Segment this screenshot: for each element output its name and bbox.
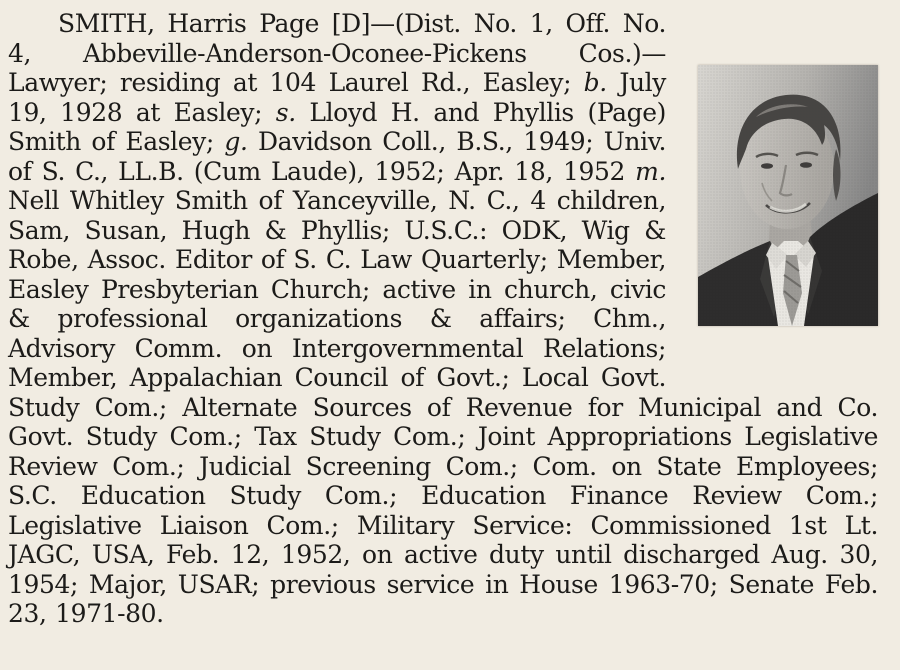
photo-halftone-overlay — [698, 65, 878, 326]
biography-paragraph — [8, 9, 878, 629]
portrait-photo-image — [698, 65, 878, 326]
biography-text: SMITH, Harris Page [D]—(Dist. No. 1, Off. No. 4, Abbeville-Anderson-Oconee-Pickens Cos.)—Lawyer; residing at 104 Laurel Rd., Easley; b. July 19, 1928 at Easley; s. Lloyd H. and Phyllis (Page) Smith of Easley; g. Davidson Coll., B.S., 1949; Univ. of S. C., LL.B. (Cum Laude), 1952; Apr. 18, 1952 m. Nell Whitley Smith of Yanceyville, N. C., 4 children, Sam, Susan, Hugh & Phyllis; U.S.C.: ODK, Wig & Robe, Assoc. Editor of S. C. Law Quarterly; Member, Easley Presbyterian Church; active in church, civic & professional organizations & affairs; Chm., Advisory Comm. on Intergovernmental Relations; Member, Appalachian Council of Govt.; Local Govt. Study Com.; Alternate Sources of Revenue for Municipal and Co. Govt. Study Com.; Tax Study Com.; Joint Appropriations Legislative Review Com.; Judicial Screening Com.; Com. on State Employees; S.C. Education Study Com.; Education Finance Review Com.; Legislative Liaison Com.; Military Service: Commissioned 1st Lt. JAGC, USA, Feb. 12, 1952, on active duty until discharged Aug. 30, 1954; Major, USAR; previous service in House 1963-70; Senate Feb. 23, 1971-80. — [8, 9, 878, 628]
portrait-photo-float — [692, 9, 878, 367]
portrait-photo — [698, 65, 878, 326]
